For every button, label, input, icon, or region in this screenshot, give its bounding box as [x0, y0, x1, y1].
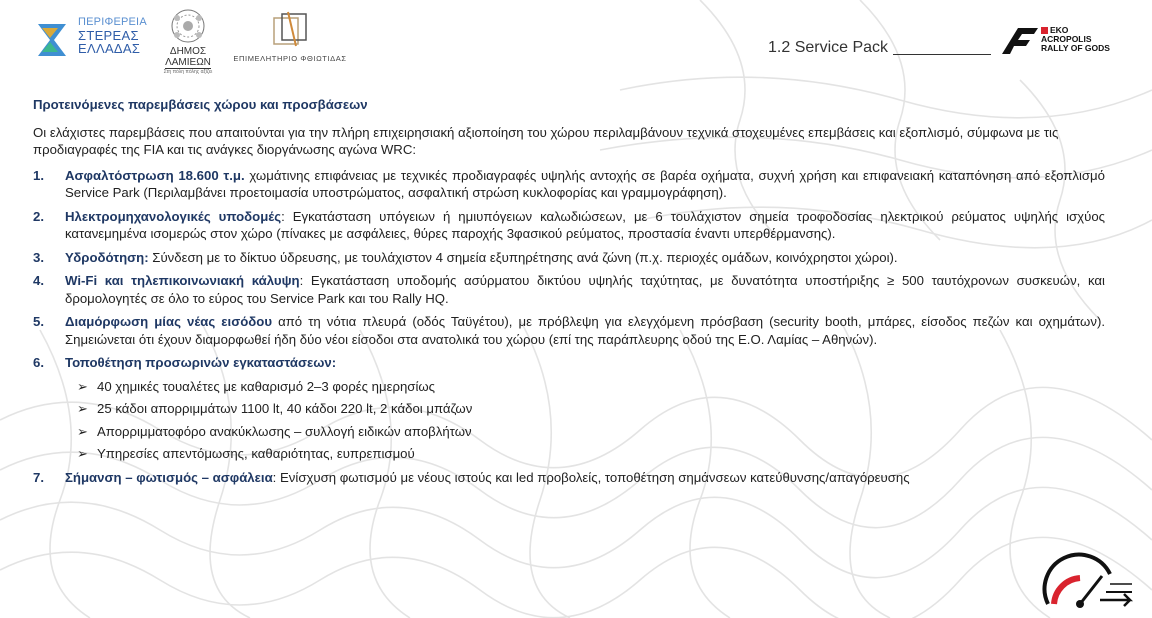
list-item	[33, 208, 1105, 243]
list-item	[33, 313, 1105, 348]
sub-list-item	[77, 400, 1105, 418]
rally-logo-line2: ACROPOLIS	[1041, 34, 1092, 44]
item-number: 4.	[33, 273, 44, 288]
header	[0, 0, 1152, 80]
item-number: 2.	[33, 208, 44, 224]
municipality-emblem-icon	[168, 8, 208, 44]
sub-item-text: 25 κάδοι απορριμμάτων 1100 lt, 40 κάδοι 220 lt, 2 κάδοι μπάζων	[97, 401, 473, 416]
rally-logo-line3: RALLY OF GODS	[1041, 43, 1110, 53]
sub-item-text: 40 χημικές τουαλέτες με καθαρισμό 2–3 φορές ημερησίως	[97, 378, 436, 394]
arrow-bullet-icon: ➢	[77, 378, 89, 394]
item-lead: Υδροδότηση:	[65, 249, 149, 265]
item-number: 6.	[33, 355, 44, 370]
sub-item-text: Απορριμματοφόρο ανακύκλωσης – συλλογή ειδικών αποβλήτων	[97, 423, 472, 439]
rally-logo-line1: EKO	[1041, 26, 1110, 35]
item-text: από τη νότια πλευρά (οδός Ταϋγέτου), με πρόβλεψη για ελεγχόμενη πρόσβαση (security booth, μπάρες, είσοδος πεζών και οχημάτων). Σημειώνεται ότι έχουν διαμορφωθεί ήδη δύο νέοι είσοδοι στα ανατολικά του χώρου (επί της παράπλευρης οδού της Ε.Ο. Λαμίας – Αθηνών).	[65, 314, 1105, 347]
item-text: χωμάτινης επιφάνειας με τεχνικές προδιαγραφές υψηλής αντοχής σε βαρέα οχήματα, συχνή χρήση και επιφανειακή καταπόνηση από εξοπλισμό Service Park (Περιλαμβάνει προετοιμασία υποστρώματος, ασφαλτική στρώση κυκλοφορίας και γραμμογράφηση).	[65, 167, 1105, 200]
page-heading: Προτεινόμενες παρεμβάσεις χώρου και προσβάσεων	[33, 97, 368, 112]
intro-paragraph: Οι ελάχιστες παρεμβάσεις που απαιτούνται για την πλήρη επιχειρησιακή αξιοποίηση του χώρου περιλαμβάνουν τεχνικά στοχευμένες επεμβάσεις και εξοπλισμό, σύμφωνα με τις προδιαγραφές της FIA και τις ανάγκες διοργάνωσης αγώνα WRC:	[33, 124, 1059, 157]
region-logo	[36, 16, 146, 66]
municipality-logo	[152, 8, 224, 76]
item-number: 5.	[33, 314, 44, 329]
item-number: 1.	[33, 167, 44, 183]
list-item	[33, 167, 1105, 202]
item-text: : Εγκατάσταση υπόγειων ή ημιυπόγειων καλωδιώσεων, με 6 τουλάχιστον σημεία τροφοδοσίας ηλεκτρικού ρεύματος υψηλής ισχύος κατανεμημένα ισομερώς στον χώρο (πίνακες με ασφάλειες, θύρες παροχής 3φασικού ρεύματος, προστασία έναντι υπερθέρμανσης).	[65, 208, 1106, 241]
item-lead: Ηλεκτρομηχανολογικές υποδομές	[65, 208, 282, 224]
sub-list-item	[77, 423, 1105, 441]
item-lead: Διαμόρφωση μίας νέας εισόδου	[65, 314, 273, 329]
main-content	[33, 96, 1105, 492]
list-item	[33, 354, 1105, 463]
item-lead: Σήμανση – φωτισμός – ασφάλεια	[65, 469, 273, 485]
chamber-name: ΕΠΙΜΕΛΗΤΗΡΙΟ ΦΘΙΩΤΙΔΑΣ	[233, 54, 347, 63]
item-lead: Τοποθέτηση προσωρινών εγκαταστάσεων:	[65, 355, 337, 370]
municipality-line2: ΛΑΜΙΕΩΝ	[165, 57, 211, 68]
speedometer-icon	[1040, 548, 1140, 612]
sub-list-item	[77, 445, 1105, 463]
chamber-logo	[230, 10, 350, 70]
sub-item-text: Υπηρεσίες απεντόμωσης, καθαριότητας, ευπρεπισμού	[97, 446, 415, 461]
municipality-tagline: Στη πόλη πόλης αξίζει	[163, 69, 213, 75]
eko-red-mark	[1041, 27, 1048, 34]
region-name-line3: ΕΛΛΑΔΑΣ	[78, 41, 141, 56]
rally-emblem-icon	[1000, 26, 1040, 56]
chamber-emblem-icon	[270, 10, 310, 48]
list-item	[33, 272, 1105, 307]
sub-list-item	[77, 378, 1105, 396]
list-item	[33, 249, 1105, 267]
item-text: Σύνδεση με το δίκτυο ύδρευσης, με τουλάχιστον 4 σημεία εξυπηρέτησης ανά ζώνη (π.χ. περιοχές ομάδων, κοινόχρηστοι χώροι).	[148, 249, 898, 265]
section-title-underline	[893, 54, 991, 55]
arrow-bullet-icon: ➢	[77, 401, 89, 416]
arrow-bullet-icon: ➢	[77, 446, 89, 461]
region-name-line2: ΣΤΕΡΕΑΣ	[78, 28, 139, 43]
item-text: : Εγκατάσταση υποδομής ασύρματου δικτύου υψηλής ταχύτητας, με δυνατότητα υποστήριξης ≥ 500 ταυτόχρονων συσκευών, και δρομολογητές σε όλο το εύρος του Service Park και του Rally HQ.	[65, 273, 1105, 306]
region-emblem-icon	[36, 20, 72, 60]
item-number: 3.	[33, 249, 44, 265]
region-name-line1: ΠΕΡΙΦΕΡΕΙΑ	[78, 16, 147, 28]
rally-logo	[1000, 24, 1120, 58]
item-lead: Wi-Fi και τηλεπικοινωνιακή κάλυψη	[65, 273, 300, 288]
sub-list	[65, 378, 1105, 463]
item-number: 7.	[33, 469, 44, 485]
item-text: : Ενίσχυση φωτισμού με νέους ιστούς και led προβολείς, τοποθέτηση σημάνσεων κατεύθυνσης/απαγόρευσης	[272, 469, 910, 485]
municipality-line1: ΔΗΜΟΣ	[169, 46, 207, 57]
list-item	[33, 469, 1105, 487]
section-title: 1.2 Service Pack	[768, 39, 889, 56]
item-lead: Ασφαλτόστρωση 18.600 τ.μ.	[65, 167, 245, 183]
arrow-bullet-icon: ➢	[77, 423, 89, 439]
